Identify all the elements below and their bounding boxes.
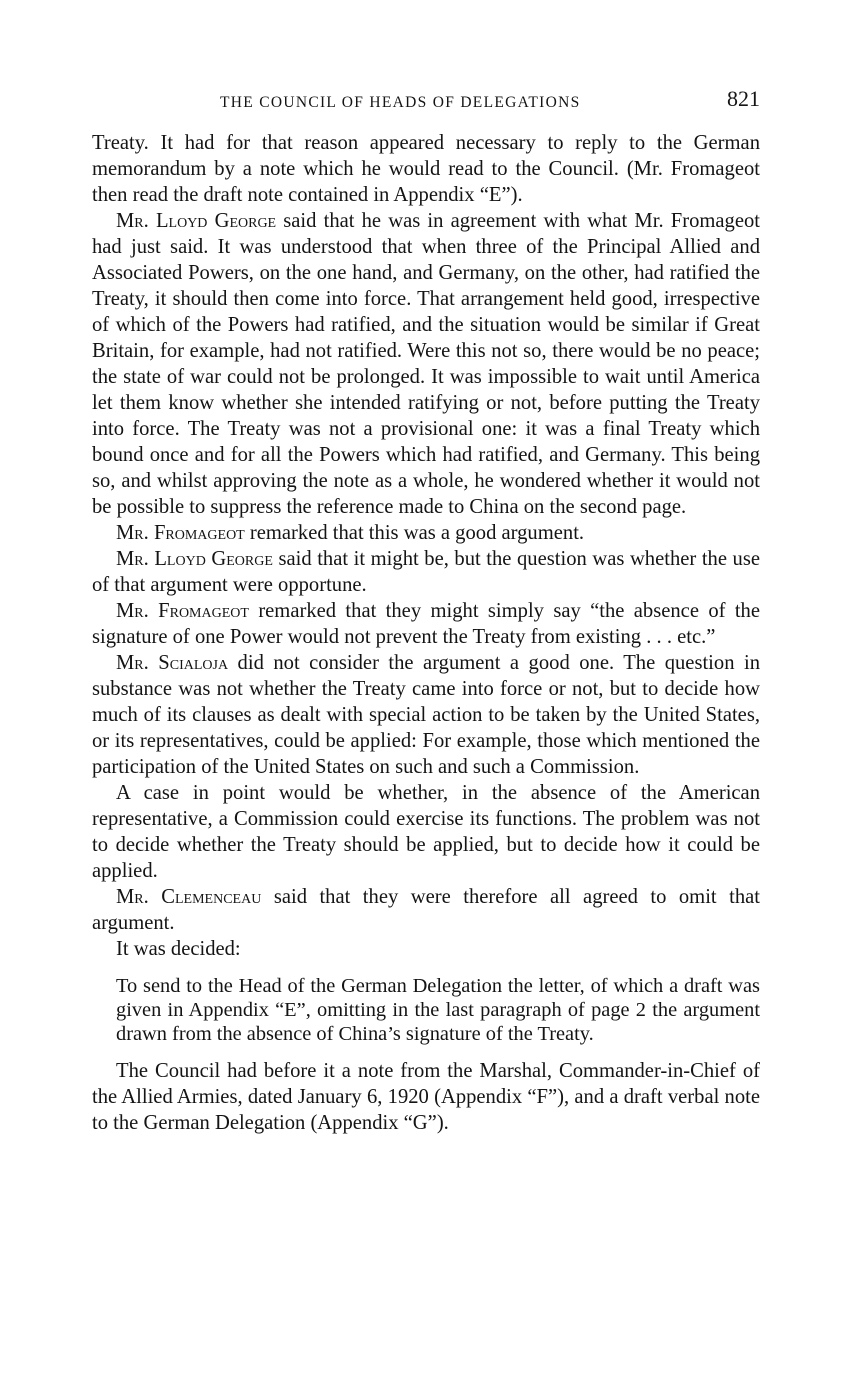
paragraph: A case in point would be whether, in the absence of the American representative, a Commission could exercise its functions. The problem was not to decide whether the Treaty should be applied, but to decide how it could be applied. xyxy=(92,782,760,882)
speaker-name: Mr. Clemenceau xyxy=(116,886,262,908)
speaker-name: Mr. Lloyd George xyxy=(116,210,277,232)
decision-text: To send to the Head of the German Delegation the letter, of which a draft was given in Appendix “E”, omitting in the last paragraph of page 2 the argument drawn from the absence of China’s signature of the Treaty. xyxy=(116,975,760,1045)
page-header xyxy=(92,86,760,116)
page-number: 821 xyxy=(727,86,760,111)
paragraph: Mr. Clemenceau said that they were therefore all agreed to omit that argument. xyxy=(92,886,760,934)
closing-paragraph: The Council had before it a note from the Marshal, Commander-in-Chief of the Allied Armies, dated January 6, 1920 (Appendix “F”), and a draft verbal note to the German Delegation (Appendix “G”). xyxy=(92,1060,760,1134)
decision-block xyxy=(92,974,760,1046)
paragraph: Treaty. It had for that reason appeared necessary to reply to the German memorandum by a note which he would read to the Council. (Mr. Fromageot then read the draft note contained in Appendix “E”). xyxy=(92,132,760,206)
speaker-name: Mr. Lloyd George xyxy=(116,548,273,570)
speaker-name: Mr. Scialoja xyxy=(116,652,229,674)
paragraph: Mr. Lloyd George said that it might be, but the question was whether the use of that argument were opportune. xyxy=(92,548,760,596)
speaker-name: Mr. Fromageot xyxy=(116,522,245,544)
running-head: THE COUNCIL OF HEADS OF DELEGATIONS xyxy=(220,94,581,111)
paragraph: Mr. Scialoja did not consider the argument a good one. The question in substance was not whether the Treaty came into force or not, but to decide how much of its clauses as dealt with special action to be taken by the United States, or its representatives, could be applied: For example, those which mentioned the participation of the United States on such and such a Commission. xyxy=(92,652,761,778)
paragraph: Mr. Fromageot remarked that they might simply say “the absence of the signature of one Power would not prevent the Treaty from existing . . . etc.” xyxy=(92,600,760,648)
paragraph: Mr. Lloyd George said that he was in agreement with what Mr. Fromageot had just said. It was understood that when three of the Principal Allied and Associated Powers, on the one hand, and Germany, on the other, had ratified the Treaty, it should then come into force. That arrangement held good, irrespective of which of the Powers had ratified, and the situation would be similar if Great Britain, for example, had not ratified. Were this not so, there would be no peace; the state of war could not be prolonged. It was impossible to wait until America let them know whether she intended ratifying or not, before putting the Treaty into force. The Treaty was not a provisional one: it was a final Treaty which bound once and for all the Powers which had ratified, and Germany. This being so, and whilst approving the note as a whole, he wondered whether it would not be possible to suppress the reference made to China on the second page. xyxy=(92,210,760,518)
speaker-name: Mr. Fromageot xyxy=(116,600,249,622)
paragraph: Mr. Fromageot remarked that this was a good argument. xyxy=(116,522,585,544)
page-body xyxy=(92,130,760,1136)
paragraph: It was decided: xyxy=(116,938,241,960)
